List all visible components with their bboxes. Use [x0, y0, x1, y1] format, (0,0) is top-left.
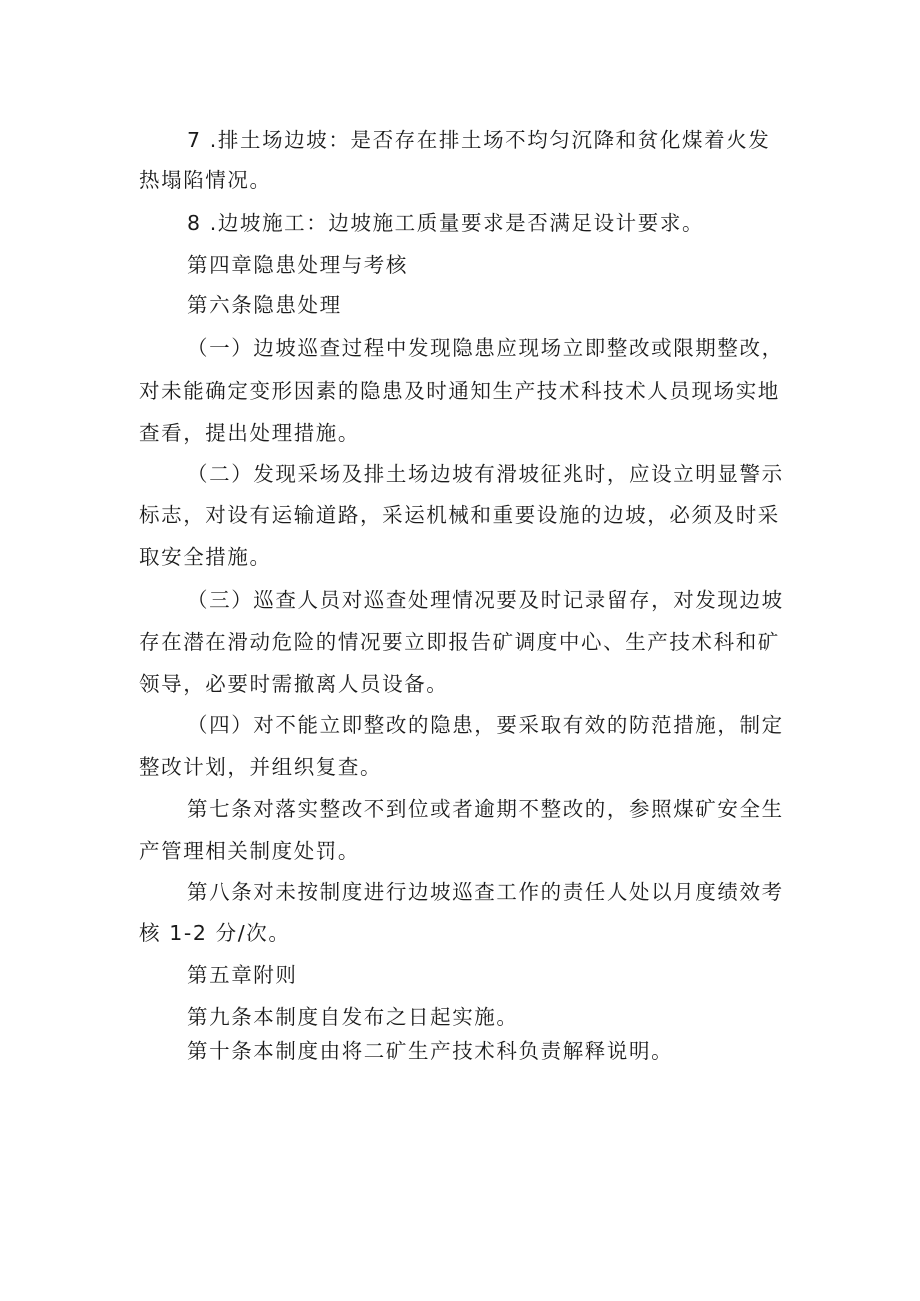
clause3-line-1: （三）巡查人员对巡查处理情况要及时记录留存，对发现边坡	[187, 588, 784, 612]
clause4-line-1: （四）对不能立即整改的隐患，要采取有效的防范措施，制定	[187, 713, 784, 737]
clause2-line-3: 取安全措施。	[139, 545, 272, 569]
article8-line-2: 核 1-2 分/次。	[139, 921, 291, 945]
item7-line-1: 7 .排土场边坡：是否存在排土场不均匀沉降和贫化煤着火发	[187, 128, 771, 152]
clause2-line-2: 标志，对设有运输道路，采运机械和重要设施的边坡，必须及时采	[139, 503, 780, 527]
clause1-line-3: 查看，提出处理措施。	[139, 421, 360, 445]
clause1-line-2: 对未能确定变形因素的隐患及时通知生产技术科技术人员现场实地	[139, 379, 780, 403]
article6-heading: 第六条隐患处理	[187, 293, 342, 317]
clause2-line-1: （二）发现采场及排土场边坡有滑坡征兆时，应设立明显警示	[187, 462, 784, 486]
article7-line-2: 产管理相关制度处罚。	[139, 839, 360, 863]
clause4-line-2: 整改计划，并组织复查。	[139, 755, 383, 779]
clause1-line-1: （一）边坡巡查过程中发现隐患应现场立即整改或限期整改，	[187, 336, 784, 360]
clause3-line-2: 存在潜在滑动危险的情况要立即报告矿调度中心、生产技术科和矿	[139, 630, 780, 654]
article7-line-1: 第七条对落实整改不到位或者逾期不整改的，参照煤矿安全生	[187, 797, 784, 821]
article10-line: 第十条本制度由将二矿生产技术科负责解释说明。	[187, 1039, 674, 1063]
clause3-line-3: 领导，必要时需撤离人员设备。	[139, 672, 449, 696]
article9-line: 第九条本制度自发布之日起实施。	[187, 1005, 519, 1029]
chapter5-heading: 第五章附则	[187, 963, 298, 987]
item7-line-2: 热塌陷情况。	[139, 168, 272, 192]
article8-line-1: 第八条对未按制度进行边坡巡查工作的责任人处以月度绩效考	[187, 880, 784, 904]
item8-line: 8 .边坡施工：边坡施工质量要求是否满足设计要求。	[187, 211, 705, 235]
chapter4-heading: 第四章隐患处理与考核	[187, 253, 408, 277]
